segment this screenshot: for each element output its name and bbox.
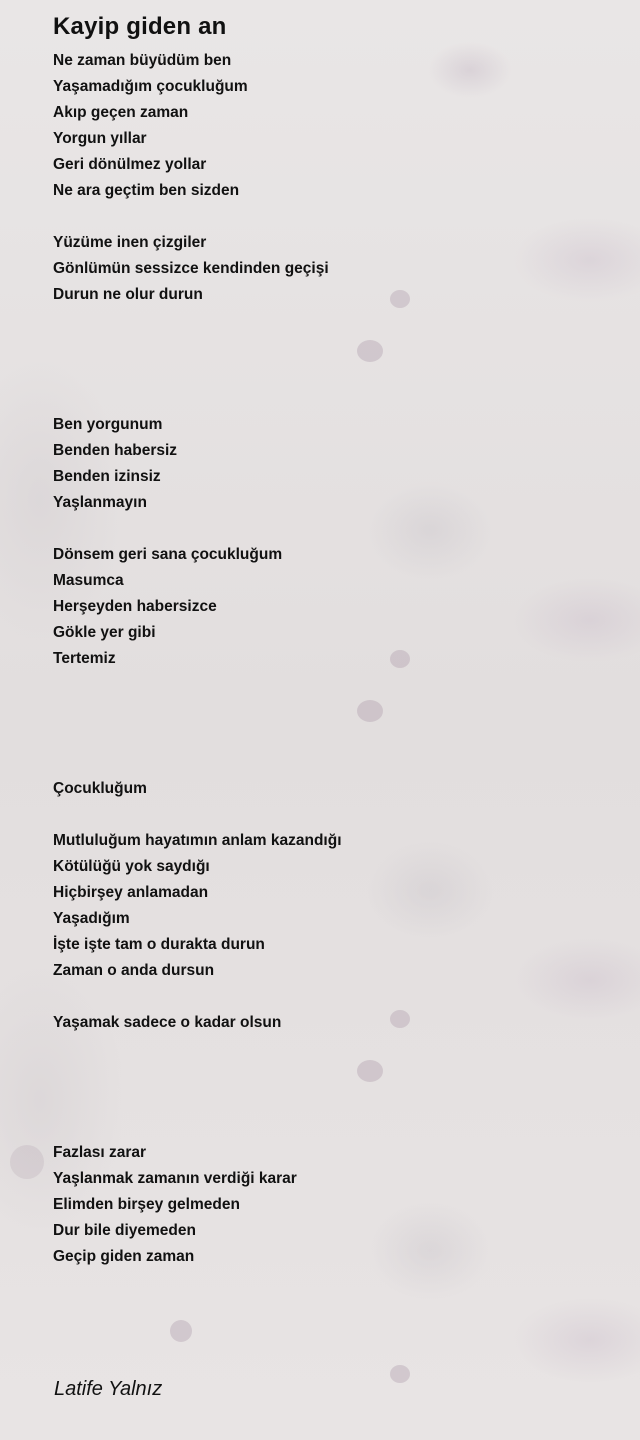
poem-line: Gönlümün sessizce kendinden geçişi bbox=[53, 260, 329, 277]
poem-line: Herşeyden habersizce bbox=[53, 598, 217, 615]
poem-line: Ne ara geçtim ben sizden bbox=[53, 182, 240, 199]
poem-line: Geçip giden zaman bbox=[53, 1248, 195, 1265]
poem-line: Yaşlanmayın bbox=[53, 494, 147, 511]
blank-line bbox=[53, 308, 613, 334]
ink-splat bbox=[390, 1365, 410, 1383]
poem-line: Çocukluğum bbox=[53, 780, 147, 797]
blank-line bbox=[53, 724, 613, 750]
ink-splat bbox=[10, 1145, 44, 1179]
poem-line: Zaman o anda dursun bbox=[53, 962, 215, 979]
blank-line bbox=[53, 802, 613, 828]
blank-line bbox=[53, 1088, 613, 1114]
poem-line: Benden habersiz bbox=[53, 442, 178, 459]
poem-line: Fazlası zarar bbox=[53, 1144, 147, 1161]
poem-line: Dur bile diyemeden bbox=[53, 1222, 196, 1239]
blank-line bbox=[53, 984, 613, 1010]
poem-line: Dönsem geri sana çocukluğum bbox=[53, 546, 283, 563]
poem-line: Mutluluğum hayatımın anlam kazandığı bbox=[53, 832, 342, 849]
poem-line: Ne zaman büyüdüm ben bbox=[53, 52, 232, 69]
poem-line: Yorgun yıllar bbox=[53, 130, 147, 147]
poem-line: Benden izinsiz bbox=[53, 468, 161, 485]
blank-line bbox=[53, 360, 613, 386]
blank-line bbox=[53, 1062, 613, 1088]
blank-line bbox=[53, 672, 613, 698]
poem-line: Akıp geçen zaman bbox=[53, 104, 189, 121]
poem-line: Masumca bbox=[53, 572, 124, 589]
poem-title: Kayip giden an bbox=[53, 13, 227, 40]
poem-line: Hiçbirşey anlamadan bbox=[53, 884, 209, 901]
poem-line: Yüzüme inen çizgiler bbox=[53, 234, 207, 251]
poem-line: Yaşlanmak zamanın verdiği karar bbox=[53, 1170, 297, 1187]
poem-body bbox=[53, 48, 613, 1270]
poem-line: Yaşamadığım çocukluğum bbox=[53, 78, 248, 95]
blank-line bbox=[53, 1036, 613, 1062]
blank-line bbox=[53, 204, 613, 230]
blank-line bbox=[53, 698, 613, 724]
blank-line bbox=[53, 386, 613, 412]
poem-line: Tertemiz bbox=[53, 650, 116, 667]
poem-line: Durun ne olur durun bbox=[53, 286, 203, 303]
poem-line: Kötülüğü yok saydığı bbox=[53, 858, 210, 875]
blank-line bbox=[53, 516, 613, 542]
poem-line: İşte işte tam o durakta durun bbox=[53, 936, 265, 953]
poem-line: Gökle yer gibi bbox=[53, 624, 156, 641]
poem-line: Yaşamak sadece o kadar olsun bbox=[53, 1014, 282, 1031]
poem-line: Yaşadığım bbox=[53, 910, 130, 927]
ink-splat bbox=[170, 1320, 192, 1342]
blank-line bbox=[53, 1114, 613, 1140]
blank-line bbox=[53, 750, 613, 776]
poem-line: Elimden birşey gelmeden bbox=[53, 1196, 240, 1213]
blank-line bbox=[53, 334, 613, 360]
poem-line: Ben yorgunum bbox=[53, 416, 163, 433]
poem-line: Geri dönülmez yollar bbox=[53, 156, 207, 173]
poem bbox=[53, 10, 613, 1270]
poem-author: Latife Yalnız bbox=[54, 1378, 163, 1400]
